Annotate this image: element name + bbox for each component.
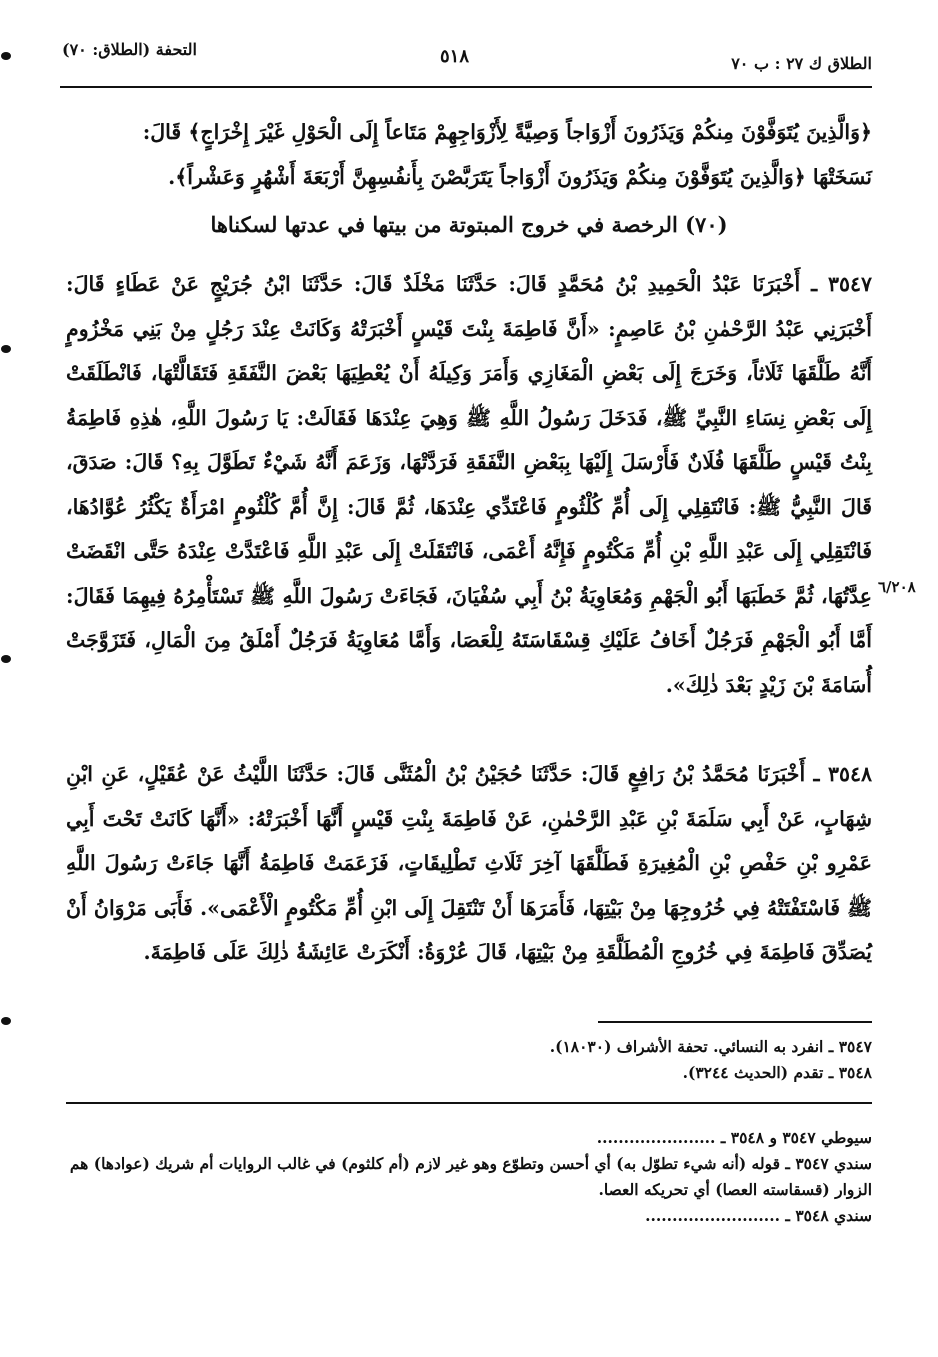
commentary-sindi-3548-label: سندي ٣٥٤٨ ـ [785,1206,872,1225]
commentary-sindi-3548-dots: ......................... [645,1206,780,1225]
page-number: ٥١٨ [440,46,470,67]
commentary-sindi-3548 [66,1203,872,1229]
footnote-rule [598,1021,872,1023]
margin-mark [1,345,11,353]
margin-mark [1,1017,11,1025]
footnote-3547: ٣٥٤٧ ـ انفرد به النسائي. تحفة الأشراف (١٨٠٣٠). [549,1037,872,1056]
commentary-suyuti-label: سيوطي ٣٥٤٧ و ٣٥٤٨ ـ [720,1128,872,1147]
section-heading: (٧٠) الرخصة في خروج المبتوتة من بيتها في عدتها لسكناها [210,212,728,237]
running-header-chapter: التحفة (الطلاق: ٧٠) [62,40,197,59]
commentary-sindi-3547: سندي ٣٥٤٧ ـ قوله (أنه شيء تطوّل به) أي أحسن وتطوّع وهو غير لازم (أم كلثوم) في غالب الروايات أم شريك (عوادها) هم الزوار (قسقاسته العصا) أي تحريكه العصا. [69,1154,872,1199]
footnotes [66,1034,872,1086]
commentary-suyuti [66,1125,872,1151]
margin-mark [1,52,11,60]
hadith-3548-text: ٣٥٤٨ ـ أَخْبَرَنَا مُحَمَّدُ بْنُ رَافِعٍ قَالَ: حَدَّثَنَا حُجَيْنُ بْنُ الْمُثَنَّى قَالَ: حَدَّثَنَا اللَّيْثُ عَنْ عُقَيْلٍ، عَنِ ابْنِ شِهَابٍ، عَنْ أَبِي سَلَمَةَ بْنِ عَبْدِ الرَّحْمٰنِ، عَنْ فَاطِمَةَ بِنْتِ قَيْسٍ أَنَّهَا أَخْبَرَتْهُ: «أَنَّهَا كَانَتْ تَحْتَ أَبِي عَمْرِو بْنِ حَفْصِ بْنِ الْمُغِيرَةِ فَطَلَّقَهَا آخِرَ ثَلَاثِ تَطْلِيقَاتٍ، فَزَعَمَتْ فَاطِمَةُ أَنَّهَا جَاءَتْ رَسُولَ اللَّهِ ﷺ فَاسْتَفْتَتْهُ فِي خُرُوجِهَا مِنْ بَيْتِهَا، فَأَمَرَهَا أَنْ تَنْتَقِلَ إِلَى ابْنِ أُمِّ مَكْتُومٍ الْأَعْمَى». فَأَبَى مَرْوَانُ أَنْ يُصَدِّقَ فَاطِمَةَ فِي خُرُوجِ الْمُطَلَّقَةِ مِنْ بَيْتِهَا، قَالَ عُرْوَةُ: أَنْكَرَتْ عَائِشَةُ ذٰلِكَ عَلَى فَاطِمَةَ. [66,762,872,964]
margin-mark [1,655,11,663]
header-rule [60,86,872,88]
footnote-3548: ٣٥٤٨ ـ تقدم (الحديث ٣٢٤٤). [682,1063,872,1082]
hadith-3547-text: ٣٥٤٧ ـ أَخْبَرَنَا عَبْدُ الْحَمِيدِ بْنُ مُحَمَّدٍ قَالَ: حَدَّثَنَا مَخْلَدٌ قَالَ: حَدَّثَنَا ابْنُ جُرَيْجٍ عَنْ عَطَاءٍ قَالَ: أَخْبَرَنِي عَبْدُ الرَّحْمٰنِ بْنُ عَاصِمٍ: «أَنَّ فَاطِمَةَ بِنْتَ قَيْسٍ أَخْبَرَتْهُ وَكَانَتْ عِنْدَ رَجُلٍ مِنْ بَنِي مَخْزُومٍ أَنَّهُ طَلَّقَهَا ثَلَاثاً، وَخَرَجَ إِلَى بَعْضِ الْمَغَازِي وَأَمَرَ وَكِيلَهُ أَنْ يُعْطِيَهَا بَعْضَ النَّفَقَةِ فَتَقَالَّتْهَا، فَانْطَلَقَتْ إِلَى بَعْضِ نِسَاءِ النَّبِيِّ ﷺ، فَدَخَلَ رَسُولُ اللَّهِ ﷺ وَهِيَ عِنْدَهَا فَقَالَتْ: يَا رَسُولَ اللَّهِ، هٰذِهِ فَاطِمَةُ بِنْتُ قَيْسٍ طَلَّقَهَا فُلَانٌ فَأَرْسَلَ إِلَيْهَا بِبَعْضِ النَّفَقَةِ فَرَدَّتْهَا، وَزَعَمَ أَنَّهُ شَيْءٌ تَطَوَّلَ بِهِ؟ قَالَ: صَدَقَ، قَالَ النَّبِيُّ ﷺ: فَانْتَقِلِي إِلَى أُمِّ كُلْثُومٍ فَاعْتَدِّي عِنْدَهَا، ثُمَّ قَالَ: إِنَّ أُمَّ كُلْثُومٍ امْرَأَةٌ يَكْثُرُ عُوَّادُهَا، فَانْتَقِلِي إِلَى عَبْدِ اللَّهِ بْنِ أُمِّ مَكْتُومٍ فَإِنَّهُ أَعْمَى، فَانْتَقَلَتْ إِلَى عَبْدِ اللَّهِ فَاعْتَدَّتْ عِنْدَهُ حَتَّى انْقَضَتْ عِدَّتُهَا، ثُمَّ خَطَبَهَا أَبُو الْجَهْمِ وَمُعَاوِيَةُ بْنُ أَبِي سُفْيَانَ، فَجَاءَتْ رَسُولَ اللَّهِ ﷺ تَسْتَأْمِرُهُ فِيهِمَا فَقَالَ: أَمَّا أَبُو الْجَهْمِ فَرَجُلٌ أَخَافُ عَلَيْكِ قِسْقَاسَتَهُ لِلْعَصَا، وَأَمَّا مُعَاوِيَةُ فَرَجُلٌ أَمْلَقُ مِنَ الْمَالِ، فَتَزَوَّجَتْ أُسَامَةَ بْنَ زَيْدٍ بَعْدَ ذٰلِكَ». [66,272,872,697]
hadith-3547 [66,262,872,707]
commentary-suyuti-dots: ...................... [596,1128,716,1147]
intro-verse [66,110,872,199]
running-header-book: الطلاق ك ٢٧ : ب ٧٠ [731,54,872,73]
intro-line-2: نَسَخَتْهَا ﴿وَالَّذِينَ يُتَوَفَّوْنَ مِنكُمْ وَيَذَرُونَ أَزْوَاجاً يَتَرَبَّصْنَ بِأَنفُسِهِنَّ أَرْبَعَةَ أَشْهُرٍ وَعَشْراً﴾. [168,164,872,189]
hadith-3548 [66,752,872,975]
volume-page-note: ٦/٢٠٨ [878,578,916,596]
commentary [66,1125,872,1229]
intro-line-1: ﴿وَالَّذِينَ يُتَوَفَّوْنَ مِنكُمْ وَيَذَرُونَ أَزْوَاجاً وَصِيَّةً لِأَزْوَاجِهِمْ مَتَاعاً إِلَى الْحَوْلِ غَيْرَ إِخْرَاجٍ﴾ قَالَ: [142,120,872,144]
commentary-rule [66,1102,872,1104]
